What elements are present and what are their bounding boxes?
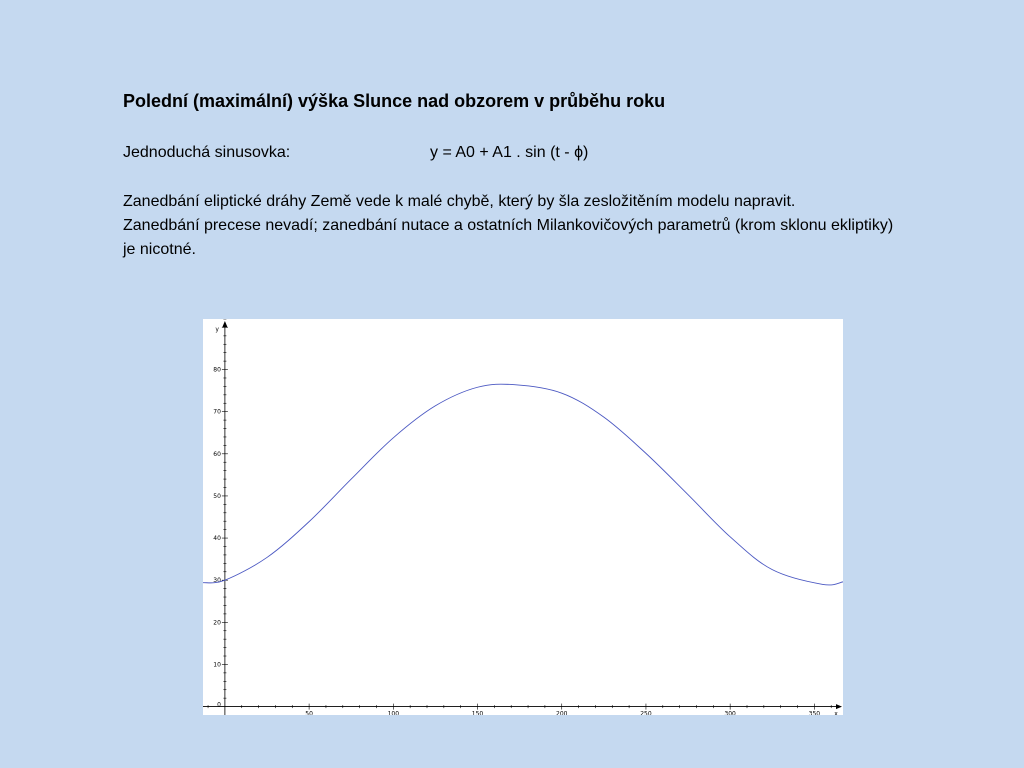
series-line bbox=[203, 384, 843, 585]
sine-chart bbox=[203, 319, 843, 715]
paragraph-ellipse: Zanedbání eliptické dráhy Země vede k malé chybě, který by šla zesložitěním modelu napravit. bbox=[123, 193, 796, 210]
y-axis-label: y bbox=[215, 326, 219, 333]
y-tick-label: 40 bbox=[213, 535, 221, 543]
slide-text bbox=[123, 88, 903, 262]
formula-line bbox=[123, 142, 903, 164]
paragraph-precession: Zanedbání precese nevadí; zanedbání nutace a ostatních Milankovičových parametrů (krom sklonu ekliptiky) je nicotné. bbox=[123, 217, 894, 258]
x-tick-label: 50 bbox=[305, 710, 313, 715]
formula-label: Jednoduchá sinusovka: bbox=[123, 144, 291, 161]
x-tick-label: 350 bbox=[808, 710, 821, 715]
slide-title: Polední (maximální) výška Slunce nad obzorem v průběhu roku bbox=[123, 91, 666, 111]
x-tick-label: 250 bbox=[640, 710, 652, 715]
chart-panel bbox=[203, 319, 843, 715]
y-tick-label: 30 bbox=[213, 577, 221, 585]
x-axis-label: x bbox=[834, 710, 838, 715]
y-tick-label: 70 bbox=[213, 408, 221, 416]
y-tick-label: 0 bbox=[217, 701, 221, 709]
series bbox=[203, 384, 843, 585]
x-tick-label: 200 bbox=[556, 710, 568, 715]
axes bbox=[203, 321, 842, 715]
x-tick-label: 100 bbox=[387, 710, 400, 715]
x-axis-arrow bbox=[836, 704, 842, 709]
y-axis-arrow bbox=[222, 321, 227, 327]
formula: y = A0 + A1 . sin (t - ϕ) bbox=[430, 144, 589, 161]
ticks bbox=[208, 319, 831, 715]
x-tick-label: 150 bbox=[471, 710, 484, 715]
y-tick-label: 60 bbox=[213, 450, 221, 458]
y-tick-label: 20 bbox=[213, 619, 221, 627]
y-tick-label: 80 bbox=[213, 366, 221, 374]
y-tick-label: 50 bbox=[213, 492, 221, 500]
x-tick-label: 300 bbox=[724, 710, 736, 715]
y-tick-label: 10 bbox=[213, 661, 221, 669]
